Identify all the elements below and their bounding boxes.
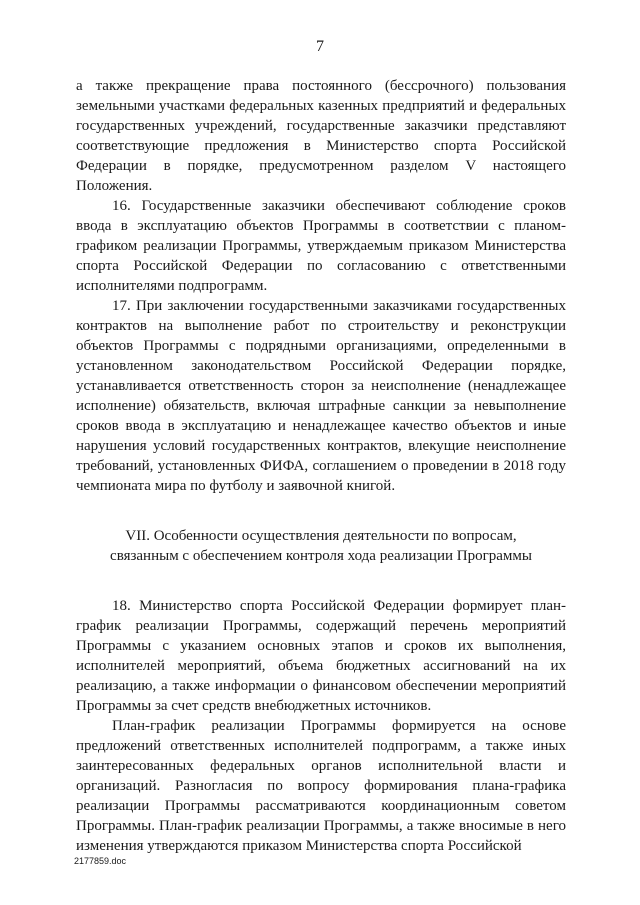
section-heading-line-1: VII. Особенности осуществления деятельности по вопросам, xyxy=(125,528,517,544)
paragraph-plan-schedule: План-график реализации Программы формируется на основе предложений ответственных исполнителей подпрограмм, а также иных заинтересованных федеральных органов исполнительной власти и организаций. Разногласия по вопросу формирования плана-графика реализации Программы рассматриваются координационным советом Программы. План-график реализации Программы, а также вносимые в него изменения утверждаются приказом Министерства спорта Российской xyxy=(76,718,566,854)
section-heading xyxy=(76,526,566,566)
paragraph-18: 18. Министерство спорта Российской Федерации формирует план-график реализации Программы, содержащий перечень мероприятий Программы с указанием основных этапов и сроков их выполнения, исполнителей мероприятий, объема бюджетных ассигнований на их реализацию, а также информации о финансовом обеспечении мероприятий Программы за счет средств внебюджетных источников. xyxy=(76,598,566,714)
paragraph-continuation: а также прекращение права постоянного (бессрочного) пользования земельными участками федеральных казенных предприятий и федеральных государственных учреждений, государственные заказчики представляют соответствующие предложения в Министерство спорта Российской Федерации в порядке, предусмотренном разделом V настоящего Положения. xyxy=(76,78,566,194)
paragraph-17: 17. При заключении государственными заказчиками государственных контрактов на выполнение работ по строительству и реконструкции объектов Программы с подрядными организациями, определенными в установленном законодательством Российской Федерации порядке, устанавливается ответственность сторон за неисполнение (ненадлежащее исполнение) обязательств, включая штрафные санкции за невыполнение сроков ввода в эксплуатацию и ненадлежащее качество объектов и иные нарушения условий государственных контрактов, влекущие неисполнение требований, установленных ФИФА, соглашением о проведении в 2018 году чемпионата мира по футболу и заявочной книгой. xyxy=(76,298,566,494)
footer-filename: 2177859.doc xyxy=(74,856,127,866)
section-heading-line-2: связанным с обеспечением контроля хода реализации Программы xyxy=(110,548,532,564)
page-number: 7 xyxy=(316,38,324,55)
document-body xyxy=(76,76,566,856)
paragraph-16: 16. Государственные заказчики обеспечивают соблюдение сроков ввода в эксплуатацию объектов Программы в соответствии с планом-графиком реализации Программы, утверждаемым приказом Министерства спорта Российской Федерации по согласованию с ответственными исполнителями подпрограмм. xyxy=(76,198,566,294)
